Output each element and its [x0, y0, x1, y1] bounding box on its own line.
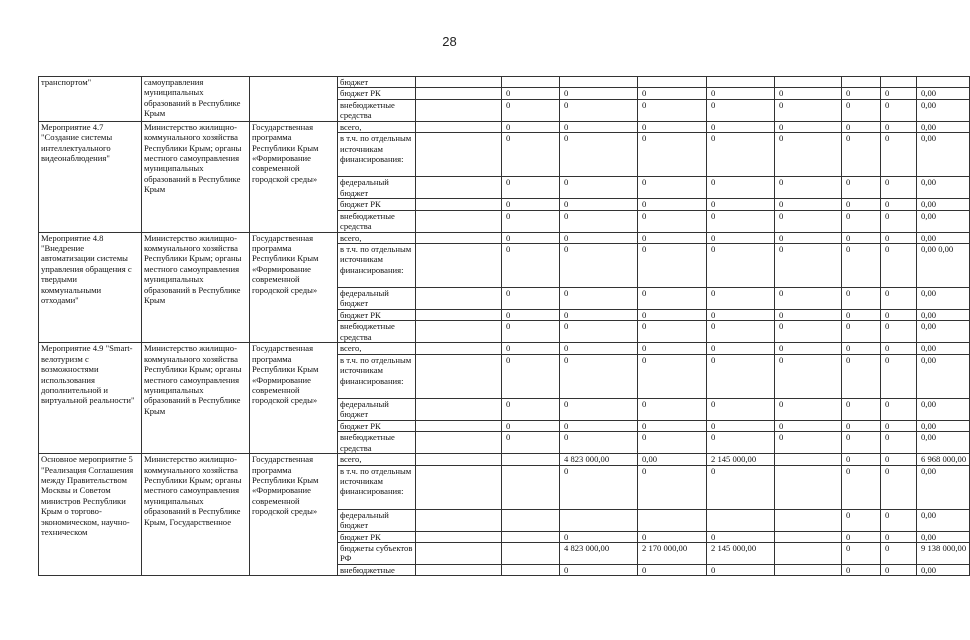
- value-cell: 0: [560, 88, 638, 99]
- funding-source-cell: бюджет РК: [338, 88, 416, 99]
- funding-source-cell: бюджеты субъектов РФ: [338, 543, 416, 565]
- funding-source-cell: бюджет РК: [338, 199, 416, 210]
- value-cell: 0: [881, 354, 917, 398]
- value-cell: 0: [707, 210, 775, 232]
- program-cell: [250, 77, 338, 122]
- funding-source-cell: бюджет РК: [338, 531, 416, 542]
- value-cell: 6 968 000,00: [917, 454, 970, 465]
- blank-cell: [416, 354, 502, 398]
- value-cell: 0: [502, 343, 560, 354]
- value-cell: 0: [775, 88, 842, 99]
- value-cell: 0: [842, 343, 881, 354]
- value-cell: 0: [502, 288, 560, 310]
- blank-cell: [416, 454, 502, 465]
- blank-cell: [416, 177, 502, 199]
- value-cell: 0: [560, 465, 638, 509]
- value-cell: 0: [842, 133, 881, 177]
- executor-cell: самоуправления муниципальных образований в Республике Крым: [142, 77, 250, 122]
- value-cell: 0: [842, 310, 881, 321]
- value-cell: 0,00: [917, 432, 970, 454]
- value-cell: [560, 509, 638, 531]
- value-cell: 0: [881, 133, 917, 177]
- value-cell: 0,00: [917, 199, 970, 210]
- funding-source-cell: внебюджетные: [338, 565, 416, 576]
- value-cell: 0: [502, 432, 560, 454]
- value-cell: 0: [638, 420, 707, 431]
- funding-source-cell: бюджет РК: [338, 420, 416, 431]
- funding-source-cell: в т.ч. по отдельным источникам финансирования:: [338, 133, 416, 177]
- value-cell: 0: [707, 232, 775, 243]
- value-cell: 0: [775, 288, 842, 310]
- blank-cell: [416, 244, 502, 288]
- value-cell: 0,00: [917, 565, 970, 576]
- value-cell: [638, 77, 707, 88]
- funding-source-cell: федеральный бюджет: [338, 398, 416, 420]
- value-cell: 0: [502, 121, 560, 132]
- table-row: [39, 121, 970, 132]
- value-cell: 0: [638, 398, 707, 420]
- value-cell: 0: [842, 99, 881, 121]
- value-cell: 0: [502, 133, 560, 177]
- value-cell: [502, 77, 560, 88]
- value-cell: 0: [707, 354, 775, 398]
- value-cell: [842, 77, 881, 88]
- funding-source-cell: внебюджетные средства: [338, 432, 416, 454]
- value-cell: 0: [707, 244, 775, 288]
- value-cell: 0: [502, 199, 560, 210]
- value-cell: 0: [881, 565, 917, 576]
- value-cell: 0: [560, 310, 638, 321]
- value-cell: 0: [775, 420, 842, 431]
- page-number: 28: [442, 34, 457, 49]
- value-cell: [502, 543, 560, 565]
- value-cell: 0: [707, 465, 775, 509]
- value-cell: 0: [638, 432, 707, 454]
- value-cell: 9 138 000,00: [917, 543, 970, 565]
- value-cell: 0: [638, 199, 707, 210]
- value-cell: 0: [881, 398, 917, 420]
- blank-cell: [416, 77, 502, 88]
- value-cell: 0,00: [917, 354, 970, 398]
- value-cell: 0: [638, 343, 707, 354]
- value-cell: 0: [842, 565, 881, 576]
- value-cell: 0: [638, 321, 707, 343]
- blank-cell: [416, 543, 502, 565]
- value-cell: 0: [881, 244, 917, 288]
- value-cell: 0: [502, 88, 560, 99]
- funding-source-cell: федеральный бюджет: [338, 288, 416, 310]
- value-cell: 0,00: [917, 210, 970, 232]
- value-cell: 0: [842, 199, 881, 210]
- value-cell: 0: [638, 531, 707, 542]
- value-cell: 0: [707, 199, 775, 210]
- blank-cell: [416, 321, 502, 343]
- value-cell: 0: [707, 420, 775, 431]
- value-cell: 0: [560, 354, 638, 398]
- value-cell: 0: [707, 531, 775, 542]
- value-cell: 0: [502, 398, 560, 420]
- funding-source-cell: внебюджетные средства: [338, 321, 416, 343]
- value-cell: 0: [560, 121, 638, 132]
- value-cell: [775, 465, 842, 509]
- value-cell: 0: [560, 244, 638, 288]
- value-cell: 0: [775, 133, 842, 177]
- value-cell: 0: [560, 177, 638, 199]
- funding-source-cell: бюджет: [338, 77, 416, 88]
- value-cell: 0: [775, 232, 842, 243]
- value-cell: 0,00: [917, 232, 970, 243]
- blank-cell: [416, 121, 502, 132]
- value-cell: 0: [881, 509, 917, 531]
- value-cell: 0: [502, 232, 560, 243]
- value-cell: 0: [881, 232, 917, 243]
- value-cell: 0: [707, 565, 775, 576]
- value-cell: 0,00: [638, 454, 707, 465]
- value-cell: 0: [842, 531, 881, 542]
- value-cell: 0,00: [917, 288, 970, 310]
- value-cell: 0: [560, 398, 638, 420]
- value-cell: 0: [560, 420, 638, 431]
- blank-cell: [416, 465, 502, 509]
- value-cell: 0: [560, 199, 638, 210]
- value-cell: 0: [842, 288, 881, 310]
- table-row: [39, 77, 970, 88]
- value-cell: 0: [707, 432, 775, 454]
- funding-source-cell: федеральный бюджет: [338, 509, 416, 531]
- value-cell: 0: [881, 88, 917, 99]
- value-cell: 0: [502, 321, 560, 343]
- value-cell: 0: [707, 398, 775, 420]
- blank-cell: [416, 565, 502, 576]
- value-cell: 0: [842, 210, 881, 232]
- blank-cell: [416, 210, 502, 232]
- value-cell: 0: [707, 343, 775, 354]
- executor-cell: Министерство жилищно-коммунального хозяйства Республики Крым; органы местного самоуправления муниципальных образований в Республике Крым: [142, 232, 250, 343]
- value-cell: [775, 454, 842, 465]
- value-cell: 0: [881, 343, 917, 354]
- value-cell: 0: [707, 288, 775, 310]
- funding-source-cell: всего,: [338, 121, 416, 132]
- value-cell: 0: [502, 244, 560, 288]
- value-cell: 0: [881, 310, 917, 321]
- value-cell: 0: [842, 354, 881, 398]
- value-cell: 2 145 000,00: [707, 543, 775, 565]
- value-cell: 0: [842, 465, 881, 509]
- value-cell: 2 170 000,00: [638, 543, 707, 565]
- value-cell: 0,00: [917, 88, 970, 99]
- budget-table: [38, 76, 970, 576]
- value-cell: 0,00: [917, 310, 970, 321]
- value-cell: 0: [707, 133, 775, 177]
- value-cell: [775, 77, 842, 88]
- funding-source-cell: бюджет РК: [338, 310, 416, 321]
- blank-cell: [416, 99, 502, 121]
- value-cell: 0: [775, 244, 842, 288]
- value-cell: 0: [502, 354, 560, 398]
- value-cell: 0: [707, 88, 775, 99]
- value-cell: 0: [638, 121, 707, 132]
- value-cell: 0: [842, 88, 881, 99]
- value-cell: 0: [638, 88, 707, 99]
- measure-cell: Мероприятие 4.9 "Smart-велотуризм с возможностями использования дополнительной и виртуальной реальности": [39, 343, 142, 454]
- blank-cell: [416, 310, 502, 321]
- funding-source-cell: федеральный бюджет: [338, 177, 416, 199]
- value-cell: 0: [560, 210, 638, 232]
- value-cell: 0: [638, 210, 707, 232]
- blank-cell: [416, 509, 502, 531]
- value-cell: 0: [842, 177, 881, 199]
- value-cell: 0: [842, 398, 881, 420]
- value-cell: [775, 509, 842, 531]
- blank-cell: [416, 343, 502, 354]
- value-cell: 0,00 0,00: [917, 244, 970, 288]
- value-cell: 4 823 000,00: [560, 543, 638, 565]
- value-cell: 0: [775, 354, 842, 398]
- program-cell: Государственная программа Республики Крым «Формирование современной городской среды»: [250, 454, 338, 576]
- funding-source-cell: в т.ч. по отдельным источникам финансирования:: [338, 465, 416, 509]
- value-cell: 0: [881, 177, 917, 199]
- value-cell: [560, 77, 638, 88]
- value-cell: 0: [842, 509, 881, 531]
- value-cell: 0: [707, 310, 775, 321]
- value-cell: 0: [881, 321, 917, 343]
- executor-cell: Министерство жилищно-коммунального хозяйства Республики Крым; органы местного самоуправления муниципальных образований в Республике Крым: [142, 121, 250, 232]
- program-cell: Государственная программа Республики Крым «Формирование современной городской среды»: [250, 121, 338, 232]
- funding-source-cell: всего,: [338, 454, 416, 465]
- value-cell: 0: [560, 288, 638, 310]
- value-cell: 0: [775, 343, 842, 354]
- value-cell: 0: [560, 133, 638, 177]
- value-cell: 0,00: [917, 99, 970, 121]
- value-cell: [502, 565, 560, 576]
- executor-cell: Министерство жилищно-коммунального хозяйства Республики Крым; органы местного самоуправления муниципальных образований в Республике Крым, Государственное: [142, 454, 250, 576]
- funding-source-cell: в т.ч. по отдельным источникам финансирования:: [338, 354, 416, 398]
- value-cell: 0: [842, 543, 881, 565]
- value-cell: [775, 531, 842, 542]
- value-cell: 0: [560, 565, 638, 576]
- value-cell: 0: [560, 343, 638, 354]
- value-cell: 0: [707, 177, 775, 199]
- value-cell: 0: [775, 99, 842, 121]
- value-cell: 0: [638, 232, 707, 243]
- funding-source-cell: всего,: [338, 343, 416, 354]
- value-cell: [638, 509, 707, 531]
- value-cell: 0: [638, 177, 707, 199]
- value-cell: [707, 77, 775, 88]
- blank-cell: [416, 133, 502, 177]
- table-row: [39, 232, 970, 243]
- value-cell: 0: [775, 210, 842, 232]
- value-cell: 0: [707, 99, 775, 121]
- value-cell: [775, 565, 842, 576]
- executor-cell: Министерство жилищно-коммунального хозяйства Республики Крым; органы местного самоуправления муниципальных образований в Республике Крым: [142, 343, 250, 454]
- value-cell: 0: [775, 177, 842, 199]
- blank-cell: [416, 199, 502, 210]
- value-cell: 0: [881, 543, 917, 565]
- value-cell: 0: [881, 531, 917, 542]
- value-cell: 0,00: [917, 465, 970, 509]
- value-cell: 0,00: [917, 133, 970, 177]
- value-cell: 0: [775, 432, 842, 454]
- value-cell: 0: [638, 288, 707, 310]
- value-cell: 0: [881, 199, 917, 210]
- value-cell: 0: [502, 99, 560, 121]
- value-cell: 0: [638, 99, 707, 121]
- value-cell: 0: [881, 288, 917, 310]
- value-cell: 0: [560, 432, 638, 454]
- value-cell: 2 145 000,00: [707, 454, 775, 465]
- value-cell: 0: [502, 177, 560, 199]
- value-cell: 0,00: [917, 177, 970, 199]
- value-cell: 0: [842, 454, 881, 465]
- value-cell: 0,00: [917, 121, 970, 132]
- value-cell: 0: [881, 465, 917, 509]
- value-cell: 0: [775, 321, 842, 343]
- value-cell: 0,00: [917, 398, 970, 420]
- funding-source-cell: внебюджетные средства: [338, 210, 416, 232]
- value-cell: 0: [881, 121, 917, 132]
- value-cell: [881, 77, 917, 88]
- value-cell: 4 823 000,00: [560, 454, 638, 465]
- value-cell: 0: [502, 310, 560, 321]
- value-cell: 0: [502, 210, 560, 232]
- value-cell: 0: [560, 99, 638, 121]
- value-cell: 0: [842, 232, 881, 243]
- measure-cell: Основное мероприятие 5 "Реализация Соглашения между Правительством Москвы и Советом министров Республики Крым о торгово-экономическом, научно-техническом: [39, 454, 142, 576]
- value-cell: 0: [842, 420, 881, 431]
- blank-cell: [416, 432, 502, 454]
- value-cell: [502, 465, 560, 509]
- value-cell: 0: [560, 232, 638, 243]
- blank-cell: [416, 420, 502, 431]
- value-cell: 0: [638, 465, 707, 509]
- table-row: [39, 454, 970, 465]
- value-cell: [707, 509, 775, 531]
- value-cell: 0,00: [917, 420, 970, 431]
- value-cell: 0: [775, 199, 842, 210]
- value-cell: 0: [842, 121, 881, 132]
- value-cell: 0,00: [917, 343, 970, 354]
- blank-cell: [416, 398, 502, 420]
- measure-cell: Мероприятие 4.8 "Внедрение автоматизации системы управления обращения с твердыми коммунальными отходами": [39, 232, 142, 343]
- value-cell: 0,00: [917, 509, 970, 531]
- measure-cell: Мероприятие 4.7 "Создание системы интеллектуального видеонаблюдения": [39, 121, 142, 232]
- value-cell: 0: [881, 420, 917, 431]
- value-cell: 0: [707, 121, 775, 132]
- value-cell: 0: [842, 321, 881, 343]
- value-cell: 0: [638, 565, 707, 576]
- blank-cell: [416, 232, 502, 243]
- program-cell: Государственная программа Республики Крым «Формирование современной городской среды»: [250, 343, 338, 454]
- value-cell: 0: [638, 244, 707, 288]
- value-cell: 0: [842, 432, 881, 454]
- blank-cell: [416, 88, 502, 99]
- value-cell: [502, 509, 560, 531]
- value-cell: 0: [775, 310, 842, 321]
- value-cell: 0: [881, 210, 917, 232]
- value-cell: 0: [638, 310, 707, 321]
- funding-source-cell: внебюджетные средства: [338, 99, 416, 121]
- value-cell: [502, 531, 560, 542]
- value-cell: [775, 543, 842, 565]
- value-cell: 0: [881, 99, 917, 121]
- value-cell: 0,00: [917, 321, 970, 343]
- table-row: [39, 343, 970, 354]
- blank-cell: [416, 288, 502, 310]
- value-cell: 0: [560, 321, 638, 343]
- value-cell: 0: [775, 121, 842, 132]
- funding-source-cell: всего,: [338, 232, 416, 243]
- value-cell: 0: [881, 454, 917, 465]
- value-cell: 0: [560, 531, 638, 542]
- value-cell: 0: [638, 354, 707, 398]
- blank-cell: [416, 531, 502, 542]
- funding-source-cell: в т.ч. по отдельным источникам финансирования:: [338, 244, 416, 288]
- program-cell: Государственная программа Республики Крым «Формирование современной городской среды»: [250, 232, 338, 343]
- value-cell: 0: [638, 133, 707, 177]
- value-cell: [917, 77, 970, 88]
- measure-cell: транспортом": [39, 77, 142, 122]
- value-cell: 0: [842, 244, 881, 288]
- value-cell: [502, 454, 560, 465]
- value-cell: 0,00: [917, 531, 970, 542]
- value-cell: 0: [775, 398, 842, 420]
- value-cell: 0: [502, 420, 560, 431]
- value-cell: 0: [881, 432, 917, 454]
- value-cell: 0: [707, 321, 775, 343]
